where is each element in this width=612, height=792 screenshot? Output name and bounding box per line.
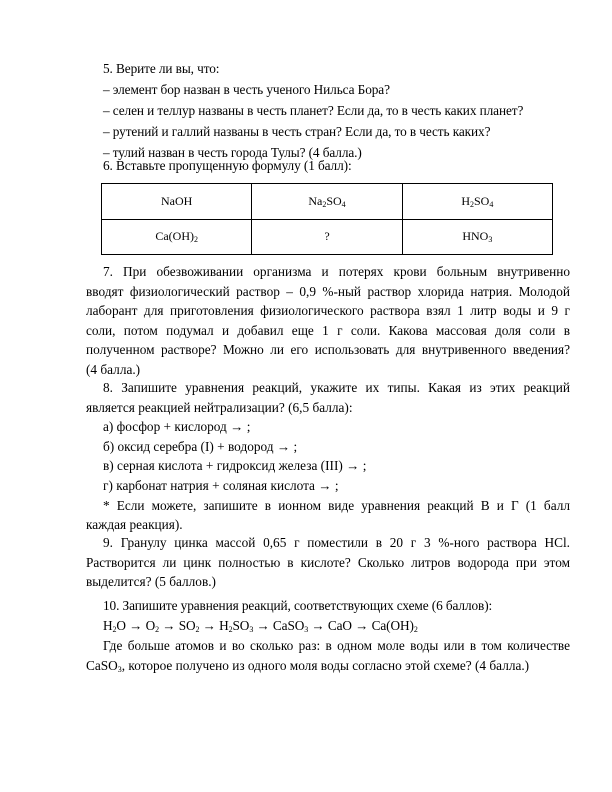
q8-item: г) карбонат натрия + соляная кислота → ; — [103, 477, 339, 493]
table-cell: NaOH — [102, 184, 252, 220]
arrow-icon: → — [202, 618, 216, 633]
q10-question: Где больше атомов и во сколько раз: в одном моле воды или в том количестве CaSO$_3$, которое получено из одного моля воды согласно этой схеме? (4 балла.) — [86, 638, 570, 674]
q7-paragraph: 7. При обезвоживании организма и потерях крови больным внутривенно вводят физиологический раствор – 0,9 %-ный раствор хлорида натрия. Молодой лаборант для приготовления физиологического раствора взял 1 литр воды и 9 г соли, потом подумал и добавил еще 1 г соли. Какова массовая доля соли в полученном растворе? Можно ли его использовать для внутривенного введения? (4 балла.) — [86, 264, 570, 377]
formula-table — [101, 183, 553, 255]
arrow-icon: → — [162, 618, 176, 633]
arrow-icon: → — [256, 618, 270, 633]
q6-title: 6. Вставьте пропущенную формулу (1 балл): — [103, 158, 352, 173]
q5-item: – элемент бор назван в честь ученого Нильса Бора? — [103, 82, 390, 97]
table-cell: $Ca(OH)_2$ — [102, 219, 252, 255]
q9-paragraph: 9. Гранулу цинка массой 0,65 г поместили в 20 г 3 %-ного раствора HCl. Растворится ли цинк полностью в кислоте? Сколько литров водорода при этом выделится? (5 баллов.) — [86, 535, 570, 590]
q5-item: – рутений и галлий названы в честь стран? Если да, то в честь каких? — [103, 124, 491, 139]
q5-item: – селен и теллур названы в честь планет? Если да, то в честь каких планет? — [103, 103, 524, 118]
q8-item: б) оксид серебра (I) + водород → ; — [103, 438, 298, 454]
q8-note: * Если можете, запишите в ионном виде уравнения реакций В и Г (1 балл — [103, 497, 570, 513]
table-cell: $Na_2SO_4$ — [252, 184, 402, 220]
arrow-icon: → — [355, 618, 369, 633]
q8-note: каждая реакция). — [86, 517, 183, 533]
table-cell-missing: ? — [252, 219, 402, 255]
q5-title: 5. Верите ли вы, что: — [103, 61, 220, 76]
q10-title: 10. Запишите уравнения реакций, соответствующих схеме (6 баллов): — [103, 598, 493, 613]
table-cell: $H_2SO_4$ — [402, 184, 552, 220]
arrow-icon: → — [129, 618, 143, 633]
table-row — [102, 219, 553, 255]
table-cell: $HNO_3$ — [402, 219, 552, 255]
arrow-icon: → — [311, 618, 325, 633]
q8-paragraph: 8. Запишите уравнения реакций, укажите их типы. Какая из этих реакций является реакцией нейтрализации? (6,5 балла): а) фосфор + кислород → ; б) оксид серебра (I) + водород → ; в) серная кислота + гидроксид железа (III) → ; г) карбонат натрия + соляная кислота → ; * Если можете, запишите в ионном виде уравнения реакций В и Г (1 балл каждая реакция). — [86, 378, 570, 535]
table-row — [102, 184, 553, 220]
q5-item: – тулий назван в честь города Тулы? (4 балла.) — [103, 145, 362, 160]
q8-item: а) фосфор + кислород → ; — [103, 419, 251, 435]
q10-scheme: $H_2O \to O_2 \to SO_2 \to H_2SO_3$ → CaSO$_3$ → CaO → $Ca(OH)_2$ — [103, 618, 418, 634]
q8-item: в) серная кислота + гидроксид железа (III) → ; — [103, 458, 367, 474]
